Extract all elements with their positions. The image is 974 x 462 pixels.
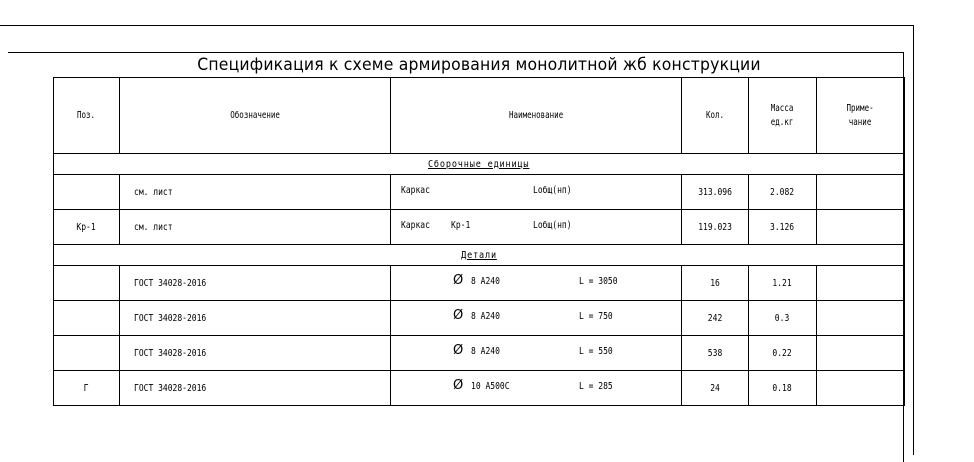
diameter-icon: Ø <box>453 273 464 288</box>
cell-qty <box>682 336 749 371</box>
cell-mass <box>749 371 817 406</box>
cell-designation <box>120 210 391 245</box>
table-row <box>54 175 905 210</box>
cell-text: Каркас <box>401 220 430 231</box>
cell-text: 8 А240 <box>471 276 500 287</box>
cell-pos <box>54 336 120 371</box>
cell-designation <box>120 301 391 336</box>
cell-text: L = 550 <box>579 346 613 357</box>
cell-text: L = 750 <box>579 311 613 322</box>
cell-mass <box>749 336 817 371</box>
cell-text: 10 А500С <box>471 381 510 392</box>
cell-note <box>817 336 905 371</box>
cell-note <box>817 266 905 301</box>
diameter-icon: Ø <box>453 343 464 358</box>
cell-text: Кр-1 <box>76 221 97 233</box>
cell-name <box>391 336 682 371</box>
cell-text: L = 285 <box>579 381 613 392</box>
cell-text: ГОСТ 34028-2016 <box>134 277 207 289</box>
cell-name <box>391 210 682 245</box>
cell-note <box>817 210 905 245</box>
cell-text: ГОСТ 34028-2016 <box>134 382 207 394</box>
cell-text: 16 <box>710 277 720 289</box>
cell-text: L = 3050 <box>579 276 618 287</box>
table-row <box>54 371 905 406</box>
cell-text: 24 <box>710 382 720 394</box>
cell-name <box>391 266 682 301</box>
cell-name <box>391 175 682 210</box>
cell-designation <box>120 266 391 301</box>
cell-text: 538 <box>707 347 723 359</box>
cell-text: ГОСТ 34028-2016 <box>134 347 207 359</box>
cell-pos <box>54 371 120 406</box>
header-name: Наименование <box>391 78 682 154</box>
section-row-assembly <box>54 154 905 175</box>
cell-qty <box>682 301 749 336</box>
cell-text: Lобщ(нп) <box>533 220 572 231</box>
diameter-icon: Ø <box>453 308 464 323</box>
cell-text: ГОСТ 34028-2016 <box>134 312 207 324</box>
cell-text: см. лист <box>134 221 173 233</box>
cell-text: см. лист <box>134 186 173 198</box>
cell-note <box>817 175 905 210</box>
header-note: Приме- чание <box>817 78 905 154</box>
cell-name <box>391 371 682 406</box>
cell-qty <box>682 210 749 245</box>
cell-mass <box>749 175 817 210</box>
cell-qty <box>682 371 749 406</box>
table-row <box>54 210 905 245</box>
header-pos: Поз. <box>54 78 120 154</box>
cell-text: 3.126 <box>770 221 795 233</box>
cell-text: 0.22 <box>772 347 793 359</box>
cell-note <box>817 301 905 336</box>
cell-pos <box>54 266 120 301</box>
cell-text: 0.18 <box>772 382 793 394</box>
cell-mass <box>749 301 817 336</box>
section-label-assembly: Сборочные единицы <box>428 158 530 170</box>
table-row <box>54 336 905 371</box>
section-label-details: Детали <box>461 249 497 261</box>
cell-designation <box>120 336 391 371</box>
header-designation: Обозначение <box>120 78 391 154</box>
cell-text: 313.096 <box>698 186 732 198</box>
cell-text: 0.3 <box>775 312 790 324</box>
table-row <box>54 266 905 301</box>
cell-designation <box>120 175 391 210</box>
section-row-details <box>54 245 905 266</box>
cell-text: Кр-1 <box>451 220 471 231</box>
cell-text: 2.082 <box>770 186 795 198</box>
cell-designation <box>120 371 391 406</box>
cell-qty <box>682 266 749 301</box>
cell-text: 242 <box>707 312 723 324</box>
cell-text: Каркас <box>401 185 430 196</box>
cell-pos <box>54 175 120 210</box>
cell-mass <box>749 210 817 245</box>
diameter-icon: Ø <box>453 378 464 393</box>
specification-table <box>53 77 905 406</box>
cell-text: Lобщ(нп) <box>533 185 572 196</box>
cell-text: 8 А240 <box>471 346 500 357</box>
cell-mass <box>749 266 817 301</box>
header-row <box>54 78 905 154</box>
cell-text: 119.023 <box>698 221 732 233</box>
cell-text: Г <box>84 382 89 394</box>
cell-text: 8 А240 <box>471 311 500 322</box>
cell-pos <box>54 301 120 336</box>
cell-pos <box>54 210 120 245</box>
header-mass: Масса ед.кг <box>749 78 817 154</box>
table-row <box>54 301 905 336</box>
cell-name <box>391 301 682 336</box>
spec-title: Спецификация к схеме армирования монолитной жб конструкции <box>197 55 761 75</box>
cell-note <box>817 371 905 406</box>
cell-text: 1.21 <box>772 277 793 289</box>
cell-qty <box>682 175 749 210</box>
header-qty: Кол. <box>682 78 749 154</box>
